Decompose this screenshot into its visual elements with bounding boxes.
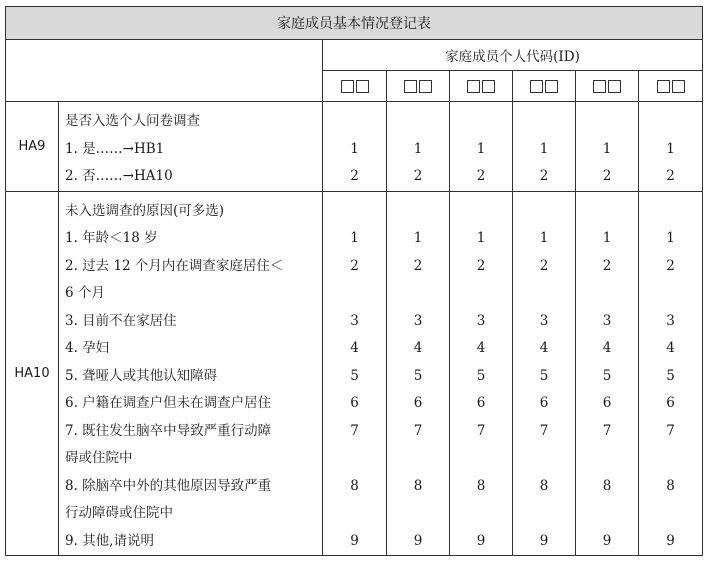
empty-line: [576, 500, 638, 528]
option-code[interactable]: 3: [602, 312, 612, 329]
form-title: 家庭成员基本情况登记表: [6, 7, 703, 40]
option-code[interactable]: 4: [350, 340, 359, 356]
option-code[interactable]: 6: [476, 395, 486, 411]
member-id-cell[interactable]: [576, 71, 639, 102]
empty-line: [450, 198, 512, 226]
digit-box[interactable]: [545, 80, 558, 93]
blank-header-cell: [6, 40, 323, 102]
option-code[interactable]: 8: [350, 477, 359, 494]
id-header-row: [6, 40, 703, 71]
digit-box[interactable]: [341, 80, 354, 93]
option-code[interactable]: 4: [602, 340, 612, 356]
question-prompt: 是否入选个人问卷调查: [65, 113, 200, 129]
option-code[interactable]: 7: [666, 422, 675, 439]
member-answer-column: [639, 191, 703, 556]
member-answer-column: [323, 191, 387, 556]
option-code[interactable]: 8: [413, 477, 423, 494]
option-code[interactable]: 4: [413, 340, 423, 356]
answer-option: 2. 否……→HA10: [65, 168, 173, 184]
empty-line: [639, 500, 702, 528]
option-code[interactable]: 1: [602, 230, 612, 246]
question-text-cell: [59, 191, 323, 556]
answer-option: 2. 过去 12 个月内在调查家庭居住＜: [65, 257, 284, 274]
empty-line: [576, 108, 638, 136]
empty-line: [639, 445, 702, 473]
registration-form: [5, 6, 702, 559]
answer-option: 5. 聋哑人或其他认知障碍: [65, 367, 218, 384]
empty-line: [387, 198, 449, 226]
option-code[interactable]: 6: [539, 395, 549, 411]
option-code[interactable]: 9: [350, 532, 359, 549]
option-code[interactable]: 9: [413, 532, 423, 549]
digit-box[interactable]: [530, 80, 543, 93]
member-answer-column: [513, 191, 576, 556]
answer-option: 7. 既往发生脑卒中导致严重行动障: [65, 422, 272, 439]
option-code[interactable]: 6: [666, 395, 675, 411]
option-code[interactable]: 1: [476, 140, 486, 157]
option-code[interactable]: 7: [413, 422, 423, 439]
empty-line: [450, 500, 512, 528]
digit-box[interactable]: [419, 80, 432, 93]
empty-line: [513, 445, 575, 473]
empty-line: [639, 198, 702, 226]
option-code[interactable]: 7: [602, 422, 612, 439]
option-code[interactable]: 2: [350, 257, 359, 274]
question-code: HA9: [6, 102, 59, 192]
question-row: [6, 102, 703, 192]
member-id-cell[interactable]: [450, 71, 513, 102]
option-code[interactable]: 2: [602, 257, 612, 274]
option-code[interactable]: 2: [539, 257, 549, 274]
option-code[interactable]: 3: [539, 312, 549, 329]
option-code[interactable]: 5: [666, 367, 675, 384]
option-code[interactable]: 9: [602, 532, 612, 549]
empty-line: [323, 198, 386, 226]
option-code[interactable]: 3: [666, 312, 675, 329]
empty-line: [576, 198, 638, 226]
empty-line: [576, 445, 638, 473]
option-code[interactable]: 4: [476, 340, 486, 356]
member-answer-column: [576, 191, 639, 556]
option-code[interactable]: 8: [666, 477, 675, 494]
option-code[interactable]: 2: [539, 168, 549, 184]
empty-line: [576, 280, 638, 308]
empty-line: [513, 500, 575, 528]
empty-line: [387, 445, 449, 473]
answer-option: 碍或住院中: [65, 450, 133, 466]
empty-line: [513, 108, 575, 136]
question-row: [6, 191, 703, 556]
digit-box[interactable]: [672, 80, 685, 93]
option-code[interactable]: 3: [350, 312, 359, 329]
digit-box[interactable]: [404, 80, 417, 93]
option-code[interactable]: 7: [539, 422, 549, 439]
option-code[interactable]: 1: [666, 230, 675, 246]
option-code[interactable]: 5: [350, 367, 359, 384]
member-id-cell[interactable]: [387, 71, 450, 102]
digit-box[interactable]: [608, 80, 621, 93]
option-code[interactable]: 5: [602, 367, 612, 384]
option-code[interactable]: 8: [476, 477, 486, 494]
option-code[interactable]: 1: [350, 140, 359, 157]
option-code[interactable]: 1: [413, 230, 423, 246]
option-code[interactable]: 2: [350, 168, 359, 184]
option-code[interactable]: 5: [413, 367, 423, 384]
option-code[interactable]: 7: [476, 422, 486, 439]
option-code[interactable]: 1: [539, 140, 549, 157]
empty-line: [323, 500, 386, 528]
option-code[interactable]: 6: [413, 395, 423, 411]
answer-option: 6 个月: [65, 285, 105, 301]
option-code[interactable]: 5: [476, 367, 486, 384]
answer-option: 6. 户籍在调查户但未在调查户居住: [65, 395, 272, 411]
option-code[interactable]: 2: [413, 257, 423, 274]
empty-line: [639, 108, 702, 136]
option-code[interactable]: 9: [539, 532, 549, 549]
option-code[interactable]: 2: [666, 257, 675, 274]
form-table: [5, 6, 703, 556]
question-code: HA10: [6, 191, 59, 556]
empty-line: [639, 280, 702, 308]
empty-line: [323, 108, 386, 136]
member-answer-column: [450, 102, 513, 192]
member-id-cell[interactable]: [323, 71, 387, 102]
member-answer-column: [323, 102, 387, 192]
digit-box[interactable]: [593, 80, 606, 93]
member-answer-column: [576, 102, 639, 192]
empty-line: [387, 280, 449, 308]
digit-box[interactable]: [657, 80, 670, 93]
option-code[interactable]: 5: [539, 367, 549, 384]
digit-box[interactable]: [467, 80, 480, 93]
option-code[interactable]: 8: [602, 477, 612, 494]
empty-line: [323, 445, 386, 473]
empty-line: [450, 108, 512, 136]
empty-line: [387, 500, 449, 528]
answer-option: 行动障碍或住院中: [65, 505, 173, 521]
question-text-cell: [59, 102, 323, 192]
member-answer-column: [387, 191, 450, 556]
answer-option: 3. 目前不在家居住: [65, 312, 177, 329]
digit-box[interactable]: [482, 80, 495, 93]
empty-line: [513, 198, 575, 226]
member-answer-column: [387, 102, 450, 192]
member-answer-column: [639, 102, 703, 192]
empty-line: [387, 108, 449, 136]
empty-line: [323, 280, 386, 308]
option-code[interactable]: 1: [476, 230, 486, 246]
member-answer-column: [513, 102, 576, 192]
member-answer-column: [450, 191, 513, 556]
option-code[interactable]: 2: [666, 168, 675, 184]
option-code[interactable]: 6: [602, 395, 612, 411]
option-code[interactable]: 2: [476, 257, 486, 274]
answer-option: 1. 是……→HB1: [65, 140, 165, 157]
member-id-cell[interactable]: [639, 71, 703, 102]
empty-line: [450, 445, 512, 473]
option-code[interactable]: 1: [666, 140, 675, 157]
option-code[interactable]: 2: [413, 168, 423, 184]
option-code[interactable]: 3: [413, 312, 423, 329]
option-code[interactable]: 1: [602, 140, 612, 157]
option-code[interactable]: 3: [476, 312, 486, 329]
option-code[interactable]: 4: [539, 340, 549, 356]
option-code[interactable]: 7: [350, 422, 359, 439]
option-code[interactable]: 9: [476, 532, 486, 549]
answer-option: 4. 孕妇: [65, 340, 110, 356]
option-code[interactable]: 2: [476, 168, 486, 184]
option-code[interactable]: 2: [602, 168, 612, 184]
empty-line: [450, 280, 512, 308]
option-code[interactable]: 6: [350, 395, 359, 411]
option-code[interactable]: 4: [666, 340, 675, 356]
digit-box[interactable]: [356, 80, 369, 93]
option-code[interactable]: 9: [666, 532, 675, 549]
option-code[interactable]: 1: [350, 230, 359, 246]
member-id-header: 家庭成员个人代码(ID): [323, 40, 703, 71]
answer-option: 1. 年龄＜18 岁: [65, 230, 158, 246]
option-code[interactable]: 1: [413, 140, 423, 157]
member-id-cell[interactable]: [513, 71, 576, 102]
empty-line: [513, 280, 575, 308]
answer-option: 9. 其他,请说明: [65, 532, 154, 549]
option-code[interactable]: 1: [539, 230, 549, 246]
option-code[interactable]: 8: [539, 477, 549, 494]
answer-option: 8. 除脑卒中外的其他原因导致严重: [65, 477, 272, 494]
title-row: [6, 7, 703, 40]
question-prompt: 未入选调查的原因(可多选): [65, 202, 225, 219]
